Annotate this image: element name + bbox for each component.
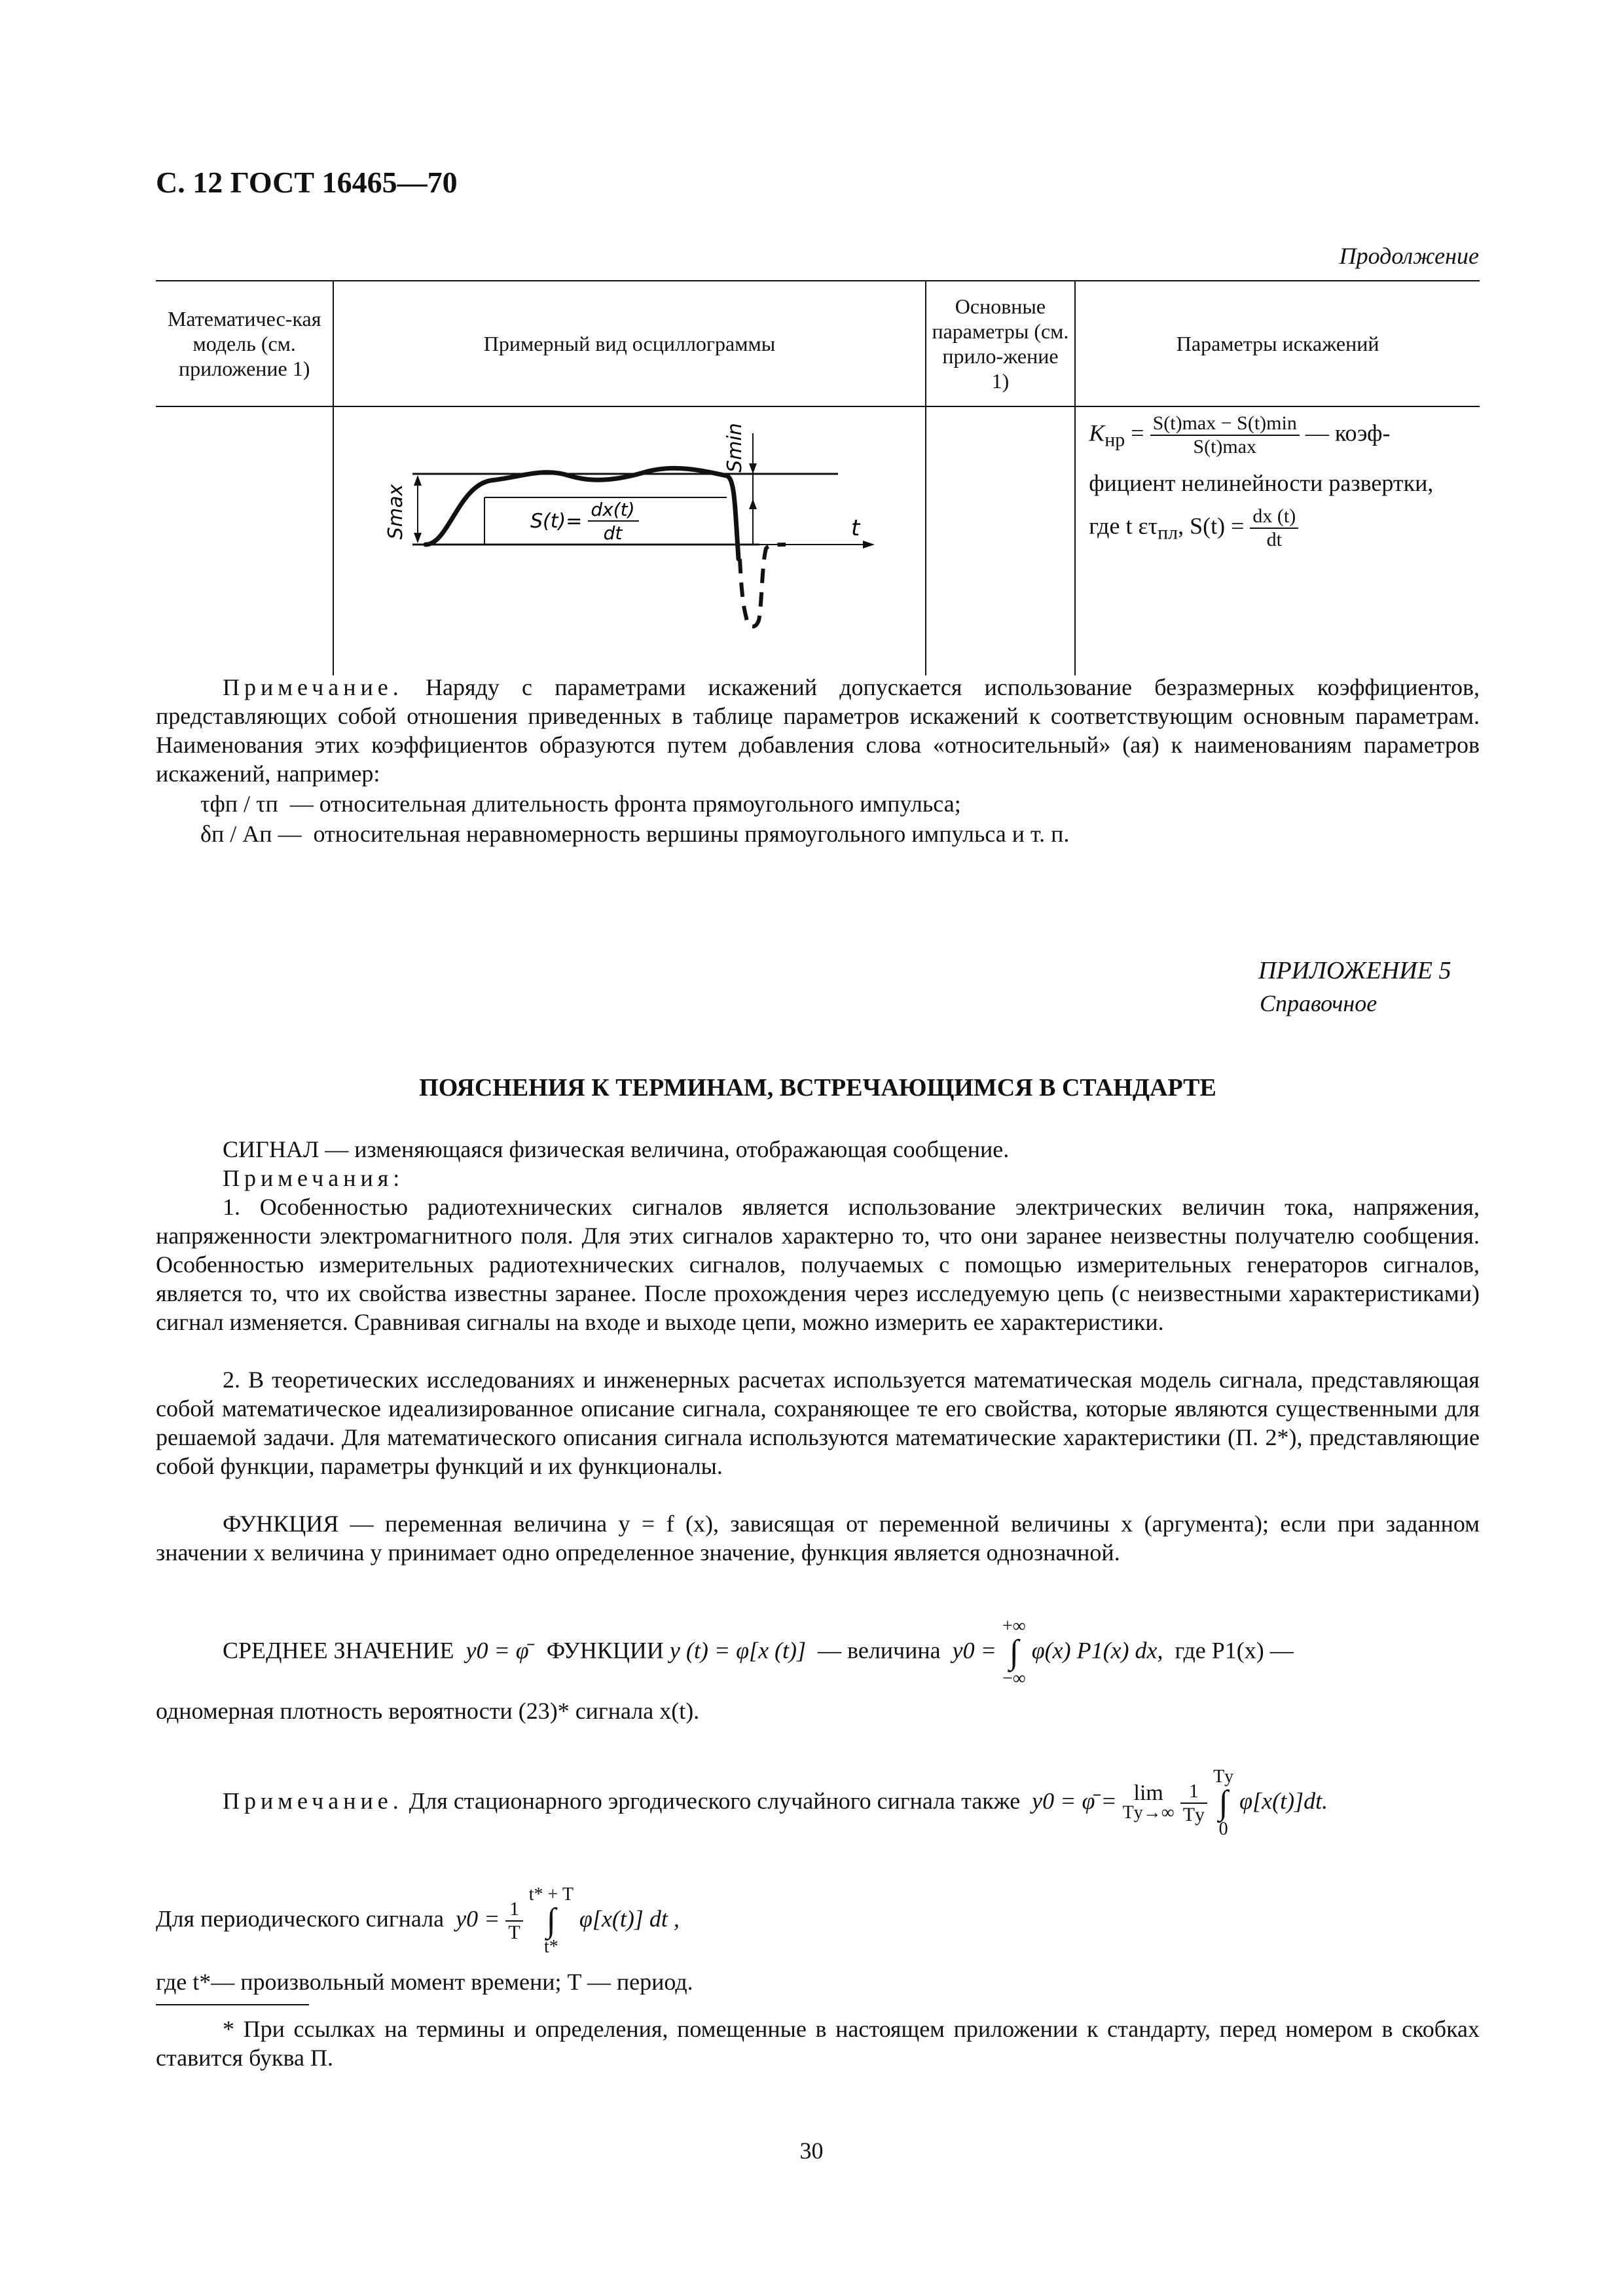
note-paragraph xyxy=(156,673,1480,788)
col-header-distortion: Параметры искажений xyxy=(1075,281,1480,406)
integral-icon: ∫ xyxy=(1009,1634,1019,1671)
function-text: — переменная величина y = f (x), зависящая от переменной величины x (аргумента); если при заданном значении x величина y принимает одно определенное значение, функция является однозначной. xyxy=(156,1511,1480,1566)
section-title: ПОЯСНЕНИЯ К ТЕРМИНАМ, ВСТРЕЧАЮЩИМСЯ В СТАНДАРТЕ xyxy=(419,1074,1216,1102)
appendix-heading xyxy=(1258,954,1451,1020)
ex1-symbol: τфп / τп xyxy=(200,791,278,817)
periodic-text: Для периодического сигнала xyxy=(156,1905,445,1932)
periodic-integral xyxy=(529,1885,574,1957)
mean-y0: y0 = xyxy=(952,1637,996,1664)
mean-term2: ФУНКЦИИ xyxy=(546,1637,664,1664)
function-term: ФУНКЦИЯ xyxy=(223,1511,339,1537)
signal-def: — изменяющаяся физическая величина, отображающая сообщение. xyxy=(319,1136,1010,1162)
note-text: Наряду с параметрами искажений допускается использование безразмерных коэффициентов, представляющих собой отношения приведенных в таблице параметров искажений к соответствующим основным параметрам. Наименования этих коэффициентов образуются путем добавления слова «относительный» (ая) к наименованиям параметров искажений, например: xyxy=(156,674,1480,787)
note2-int-upper: Tу xyxy=(1213,1767,1234,1787)
integral-icon: ∫ xyxy=(546,1902,556,1939)
col-header-params: Основные параметры (см. прило-жение 1) xyxy=(926,281,1076,406)
ex2-text: относительная неравномерность вершины прямоугольного импульса и т. п. xyxy=(313,821,1070,847)
knr-tail: — коэф- xyxy=(1305,420,1391,446)
cell-params xyxy=(926,406,1076,675)
smin-label: Smin xyxy=(723,423,747,473)
note-example-1 xyxy=(200,789,961,818)
mean-integrand: φ(x) P1(x) dx, xyxy=(1031,1637,1163,1664)
st-formula-left: S(t)= xyxy=(530,510,583,533)
knr-sub: нр xyxy=(1104,429,1125,451)
knr-symbol: K xyxy=(1089,420,1105,446)
note-example-2 xyxy=(200,819,1069,848)
mean-definition xyxy=(223,1617,1294,1689)
appendix-title: ПРИЛОЖЕНИЕ 5 xyxy=(1258,957,1451,984)
t-axis-label: t xyxy=(851,515,860,541)
deriv-num: dx (t) xyxy=(1250,505,1298,529)
mean-symbol: y0 = φ̄ xyxy=(465,1637,529,1664)
note-label: Примечание. xyxy=(223,674,403,700)
mean-int-upper: +∞ xyxy=(1002,1616,1026,1636)
stationary-note xyxy=(223,1767,1328,1839)
footnote: * При ссылках на термины и определения, помещенные в настоящем приложении к стандарту, перед номером в скобках ставится буква П. xyxy=(156,2016,1480,2071)
mean-where: где P1(x) — xyxy=(1175,1637,1294,1664)
periodic-formula xyxy=(156,1885,680,1957)
note2-frac-num: 1 xyxy=(1180,1780,1207,1804)
periodic-integrand: φ[x(t)] dt , xyxy=(579,1905,680,1932)
distortion-table xyxy=(156,280,1480,675)
mean-fn: y (t) = φ[x (t)] xyxy=(669,1637,807,1664)
signal-notes-label: Примечания: xyxy=(223,1165,405,1191)
signal-term: СИГНАЛ xyxy=(223,1136,319,1162)
table-header-row xyxy=(156,281,1480,406)
signal-note-2: 2. В теоретических исследованиях и инженерных расчетах используется математическая модель сигнала, представляющая собой математическое идеализированное описание сигнала, сохраняющее те его свойства, которые являются существенными для решаемой задачи. Для математического описания сигнала используются математические характеристики (П. 2*), представляющие собой функции, параметры функций и их функционалы. xyxy=(156,1367,1480,1479)
footnote-rule xyxy=(156,2004,309,2005)
lim-text: lim xyxy=(1133,1781,1163,1805)
knr-line2: фициент нелинейности развертки, xyxy=(1089,470,1434,496)
lim-block xyxy=(1122,1781,1175,1823)
mean-term: СРЕДНЕЕ ЗНАЧЕНИЕ xyxy=(223,1637,454,1664)
where-sub: пл xyxy=(1158,522,1178,544)
st-formula-num: dx(t) xyxy=(591,499,635,520)
table-row xyxy=(156,406,1480,675)
note2-integral xyxy=(1213,1767,1233,1839)
oscillogram-figure xyxy=(334,407,915,675)
lim-sub: Tу→∞ xyxy=(1122,1803,1175,1823)
st-formula-den: dt xyxy=(603,522,623,544)
periodic-where: где t*— произвольный момент времени; T — период. xyxy=(156,1969,693,1995)
knr-den: S(t)max xyxy=(1193,436,1257,457)
periodic-frac-num: 1 xyxy=(505,1898,522,1922)
periodic-formula-left: y0 = xyxy=(456,1905,500,1932)
integral-icon: ∫ xyxy=(1218,1784,1228,1821)
page-header: С. 12 ГОСТ 16465—70 xyxy=(156,166,458,199)
knr-where xyxy=(1089,505,1298,551)
continuation-label: Продолжение xyxy=(1339,243,1479,269)
cell-oscillogram xyxy=(333,406,925,675)
periodic-int-lower: t* xyxy=(543,1937,558,1957)
mean-int-lower: −∞ xyxy=(1002,1668,1026,1689)
note2-integrand: φ[x(t)]dt. xyxy=(1239,1787,1328,1814)
page-number: 30 xyxy=(799,2138,824,2164)
mean-integral xyxy=(1002,1617,1026,1689)
appendix-subtitle: Справочное xyxy=(1260,990,1377,1016)
note2-label: Примечание. xyxy=(223,1787,403,1814)
smax-label: Smax xyxy=(384,484,408,540)
ex2-symbol: δп / Aп — xyxy=(200,821,302,847)
where-tail: , S(t) = xyxy=(1178,512,1245,539)
knr-fraction xyxy=(1150,412,1300,458)
function-definition xyxy=(156,1509,1480,1567)
ex1-text: — относительная длительность фронта прямоугольного импульса; xyxy=(289,791,961,817)
mean-line2: одномерная плотность вероятности (23)* сигнала x(t). xyxy=(156,1698,700,1724)
deriv-den: dt xyxy=(1266,529,1282,550)
note2-frac-den: Tу xyxy=(1182,1804,1205,1825)
cell-distortion xyxy=(1075,406,1480,675)
knr-eq: = xyxy=(1131,420,1144,446)
deriv-fraction xyxy=(1250,505,1298,551)
note2-text: Для стационарного эргодического случайного сигнала также xyxy=(403,1787,1021,1814)
col-header-model: Математичес-кая модель (см. приложение 1) xyxy=(156,281,333,406)
note2-formula-left: y0 = φ̄ = xyxy=(1032,1787,1117,1814)
knr-num: S(t)max − S(t)min xyxy=(1150,412,1300,436)
note2-fraction xyxy=(1180,1780,1207,1826)
col-header-oscillogram: Примерный вид осциллограммы xyxy=(333,281,925,406)
mean-mid: — величина xyxy=(818,1637,941,1664)
periodic-int-upper: t* + T xyxy=(528,1884,574,1905)
where-text: где t ετ xyxy=(1089,512,1158,539)
signal-note-1: 1. Особенностью радиотехнических сигналов является использование электрических величин тока, напряжения, напряженности электромагнитного поля. Для этих сигналов характерно то, что они заранее неизвестны получателю сообщения. Особенностью измерительных радиотехнических сигналов, получаемых с помощью измерительных генераторов сигналов, является то, что их свойства известны заранее. После прохождения через исследуемую цепь (с неизвестными характеристиками) сигнал изменяется. Сравнивая сигналы на входе и выходе цепи, можно измерить ее характеристики. xyxy=(156,1194,1480,1335)
signal-definition xyxy=(156,1135,1480,1164)
periodic-frac-den: T xyxy=(508,1922,520,1943)
note2-int-lower: 0 xyxy=(1218,1819,1228,1839)
periodic-fraction xyxy=(505,1898,522,1944)
cell-model xyxy=(156,406,333,675)
knr-formula xyxy=(1089,412,1390,458)
